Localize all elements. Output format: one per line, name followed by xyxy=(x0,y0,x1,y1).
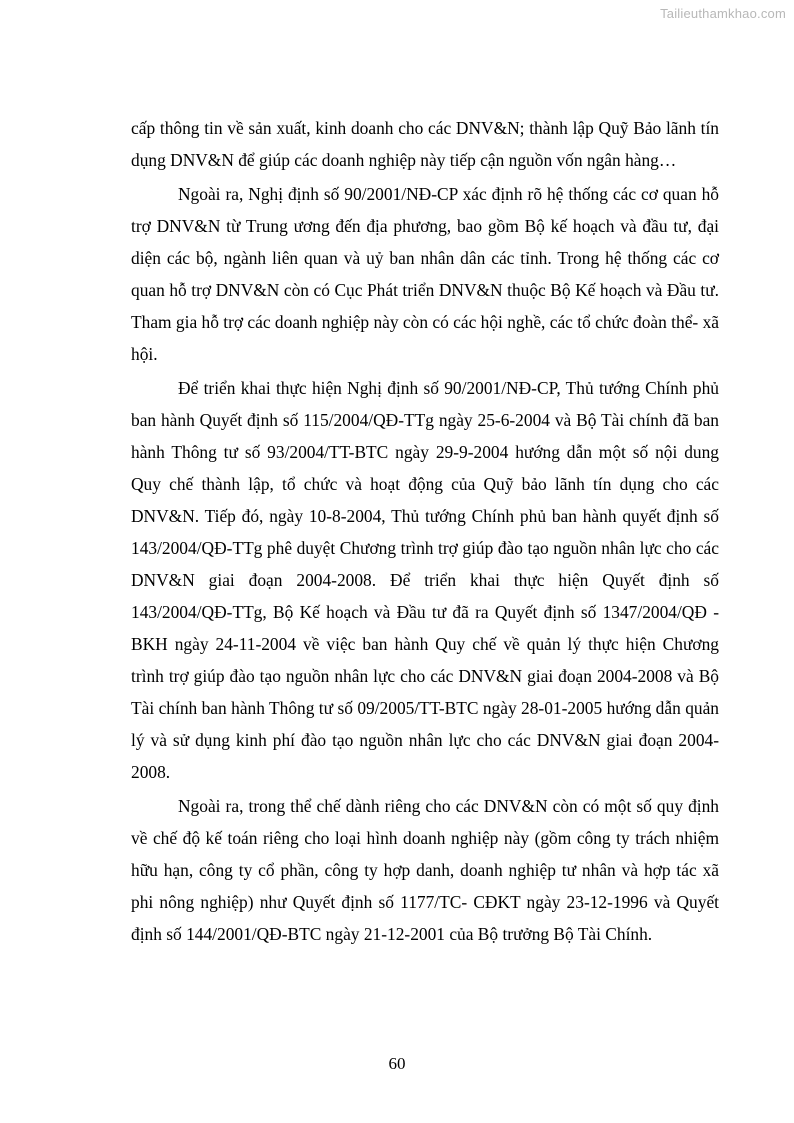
site-watermark: Tailieuthamkhao.com xyxy=(660,6,786,21)
paragraph-implementation: Để triển khai thực hiện Nghị định số 90/2001/NĐ-CP, Thủ tướng Chính phủ ban hành Quyết định số 115/2004/QĐ-TTg ngày 25-6-2004 và Bộ Tài chính đã ban hành Thông tư số 93/2004/TT-BTC ngày 29-9-2004 hướng dẫn một số nội dung Quy chế thành lập, tổ chức và hoạt động của Quỹ bảo lãnh tín dụng cho các DNV&N. Tiếp đó, ngày 10-8-2004, Thủ tướng Chính phủ ban hành quyết định số 143/2004/QĐ-TTg phê duyệt Chương trình trợ giúp đào tạo nguồn nhân lực cho các DNV&N giai đoạn 2004-2008. Để triển khai thực hiện Quyết định số 143/2004/QĐ-TTg, Bộ Kế hoạch và Đầu tư đã ra Quyết định số 1347/2004/QĐ - BKH ngày 24-11-2004 về việc ban hành Quy chế về quản lý thực hiện Chương trình trợ giúp đào tạo nguồn nhân lực cho các DNV&N giai đoạn 2004-2008 và Bộ Tài chính ban hành Thông tư số 09/2005/TT-BTC ngày 28-01-2005 hướng dẫn quản lý và sử dụng kinh phí đào tạo nguồn nhân lực cho các DNV&N giai đoạn 2004-2008. xyxy=(131,378,719,782)
paragraph-support-agencies: Ngoài ra, Nghị định số 90/2001/NĐ-CP xác định rõ hệ thống các cơ quan hỗ trợ DNV&N từ Trung ương đến địa phương, bao gồm Bộ kế hoạch và đầu tư, đại diện các bộ, ngành liên quan và uỷ ban nhân dân các tỉnh. Trong hệ thống các cơ quan hỗ trợ DNV&N còn có Cục Phát triển DNV&N thuộc Bộ Kế hoạch và Đầu tư. Tham gia hỗ trợ các doanh nghiệp này còn có các hội nghề, các tổ chức đoàn thể- xã hội. xyxy=(131,184,719,364)
page-number: 60 xyxy=(388,1054,406,1073)
paragraph-continuation: cấp thông tin về sản xuất, kinh doanh cho các DNV&N; thành lập Quỹ Bảo lãnh tín dụng DNV&N để giúp các doanh nghiệp này tiếp cận nguồn vốn ngân hàng… xyxy=(131,118,719,170)
paragraph-accounting-regime: Ngoài ra, trong thể chế dành riêng cho các DNV&N còn có một số quy định về chế độ kế toán riêng cho loại hình doanh nghiệp này (gồm công ty trách nhiệm hữu hạn, công ty cổ phần, công ty hợp danh, doanh nghiệp tư nhân và hợp tác xã phi nông nghiệp) như Quyết định số 1177/TC- CĐKT ngày 23-12-1996 và Quyết định số 144/2001/QĐ-BTC ngày 21-12-2001 của Bộ trưởng Bộ Tài Chính. xyxy=(131,796,719,944)
document-body xyxy=(131,112,719,952)
